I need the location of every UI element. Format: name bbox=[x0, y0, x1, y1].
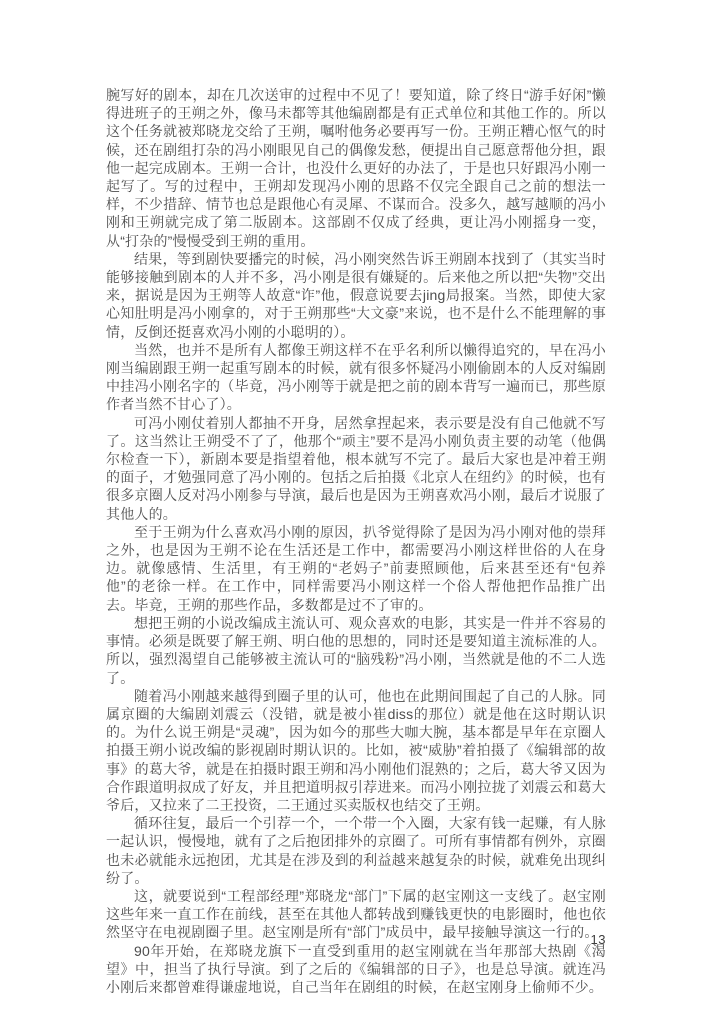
page-number: 13 bbox=[590, 932, 606, 947]
article-body bbox=[106, 86, 606, 996]
paragraph-10: 90年开始，在郑晓龙旗下一直受到重用的赵宝刚就在当年那部大热剧《渴望》中，担当了执行导演。到了之后的《编辑部的日子》，也是总导演。就连冯小刚后来都曾难得谦虚地说，自己当年在剧组的时候，在赵宝刚身上偷师不少。 bbox=[106, 942, 606, 995]
paragraph-7: 随着冯小刚越来越得到圈子里的认可，他也在此期间围起了自己的人脉。同属京圈的大编剧刘震云（没错，就是被小崔diss的那位）就是他在这时期认识的。为什么说王朔是“灵魂”，因为如今的那些大咖大腕，基本都是早年在京圈人拍摄王朔小说改编的影视剧时期认识的。比如，被“威胁”着拍摄了《编辑部的故事》的葛大爷，就是在拍摄时跟王朔和冯小刚他们混熟的；之后，葛大爷又因为合作跟道明叔成了好友，并且把道明叔引荐进来。而冯小刚拉拢了刘震云和葛大爷后，又拉来了二王投资，二王通过买卖版权也结交了王朔。 bbox=[106, 687, 606, 813]
paragraph-5: 至于王朔为什么喜欢冯小刚的原因，扒爷觉得除了是因为冯小刚对他的崇拜之外，也是因为王朔不论在生活还是工作中，都需要冯小刚这样世俗的人在身边。就像感情、生活里，有王朔的“老妈子”前妻照顾他，后来甚至还有“包养他”的老徐一样。在工作中，同样需要冯小刚这样一个俗人帮他把作品推广出去。毕竟，王朔的那些作品，多数都是过不了审的。 bbox=[106, 523, 606, 613]
paragraph-3: 当然，也并不是所有人都像王朔这样不在乎名利所以懒得追究的，早在冯小刚当编剧跟王朔一起重写剧本的时候，就有很多怀疑冯小刚偷剧本的人反对编剧中挂冯小刚名字的（毕竟，冯小刚等于就是把之前的剧本背写一遍而已，那些原作者当然不甘心了）。 bbox=[106, 341, 606, 413]
paragraph-4: 可冯小刚仗着别人都抽不开身，居然拿捏起来，表示要是没有自己他就不写了。这当然让王朔受不了了，他那个“顽主”要不是冯小刚负责主要的动笔（他偶尔检查一下），新剧本要是指望着他，根本就写不完了。最后大家也是冲着王朔的面子，才勉强同意了冯小刚的。包括之后拍摄《北京人在纽约》的时候，也有很多京圈人反对冯小刚参与导演，最后也是因为王朔喜欢冯小刚，最后才说服了其他人的。 bbox=[106, 414, 606, 522]
paragraph-8: 循环往复，最后一个引荐一个，一个带一个入圈，大家有钱一起赚，有人脉一起认识，慢慢地，就有了之后抱团排外的京圈了。可所有事情都有例外，京圈也未必就能永远抱团，尤其是在涉及到的利益越来越复杂的时候，就难免出现纠纷了。 bbox=[106, 815, 606, 886]
paragraph-1: 腕写好的剧本，却在几次送审的过程中不见了！要知道，除了终日“游手好闲”懒得进班子的王朔之外，像马未都等其他编剧都是有正式单位和其他工作的。所以这个任务就被郑晓龙交给了王朔，嘱咐他务必要再写一份。王朔正糟心怄气的时候，还在剧组打杂的冯小刚眼见自己的偶像发愁，便提出自己愿意帮他分担，跟他一起完成剧本。王朔一合计，也没什么更好的办法了，于是也只好跟冯小刚一起写了。写的过程中，王朔却发现冯小刚的思路不仅完全跟自己之前的想法一样，不少措辞、情节也总是跟他心有灵犀、不谋而合。没多久，越写越顺的冯小刚和王朔就完成了第二版剧本。这部剧不仅成了经典，更让冯小刚摇身一变，从“打杂的”慢慢受到王朔的重用。 bbox=[106, 87, 606, 249]
paragraph-6: 想把王朔的小说改编成主流认可、观众喜欢的电影，其实是一件并不容易的事情。必须是既要了解王朔、明白他的思想的，同时还是要知道主流标准的人。所以，强烈渴望自己能够被主流认可的“脑残粉”冯小刚，当然就是他的不二人选了。 bbox=[106, 614, 606, 686]
paragraph-2: 结果，等到剧快要播完的时候，冯小刚突然告诉王朔剧本找到了（其实当时能够接触到剧本的人并不多，冯小刚是很有嫌疑的。后来他之所以把“失物”交出来，据说是因为王朔等人故意“诈”他，假意说要去jing局报案。当然，即使大家心知肚明是冯小刚拿的，对于王朔那些“大文豪”来说，也不是什么不能理解的事情，反倒还挺喜欢冯小刚的小聪明的）。 bbox=[106, 250, 606, 340]
paragraph-9: 这，就要说到“工程部经理”郑晓龙“部门”下属的赵宝刚这一支线了。赵宝刚这些年来一直工作在前线，甚至在其他人都转战到赚钱更快的电影圈时，他也依然坚守在电视剧圈子里。赵宝刚是所有“部门”成员中，最早接触导演这一行的。 bbox=[106, 887, 606, 941]
